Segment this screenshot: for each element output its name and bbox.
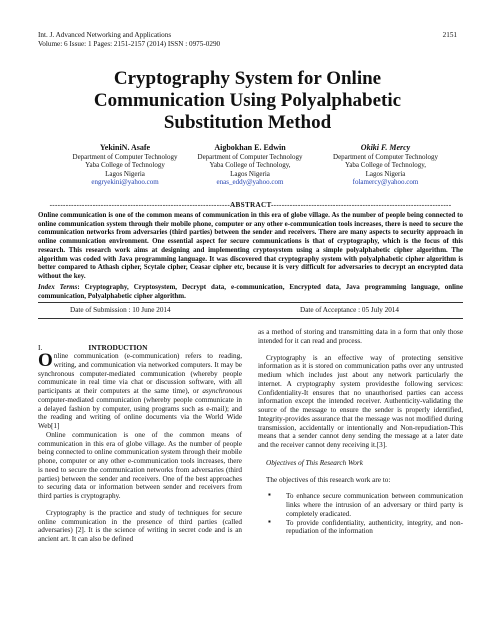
paragraph: Cryptography is an effective way of protecting sensitive information as it is stored on communication paths over any untrusted medium which includes just about any network particularly the internet. A cryptography system providesthe following services: Confidentiality-It ensures that no unauthorised parties can access information except the intended receiver. Authenticity-validating the source of the message to ensure the sender is properly identified, Integrity-provides assurance that the message was not modified during transmission, accidentally or intentionally and Non-repudiation-This means that a sender cannot deny sending the message at a later date and the receiver cannot deny receiving it.[3].	[258, 353, 463, 449]
journal-name: Int. J. Advanced Networking and Applications	[38, 31, 172, 39]
paragraph: Cryptography is the practice and study of techniques for secure online communication in the presence of third parties (called adversaries) [2]. It is the science of writing in secret code and is an ancient art. It can also be defined	[38, 508, 242, 543]
section-title: INTRODUCTION	[88, 343, 148, 352]
author-dept: Department of Computer Technology	[333, 153, 438, 161]
objective-item	[258, 516, 463, 537]
objectives-intro: The objectives of this research work are to:	[266, 475, 391, 484]
subsection-heading: Objectives of This Research Work	[266, 458, 363, 467]
bullet-icon: ▪	[268, 490, 271, 500]
author-name: Okiki F. Mercy	[360, 143, 411, 152]
author-name: YekiniN. Asafe	[99, 143, 151, 152]
author-college: Yaba College of Technology,	[209, 161, 291, 170]
right-column	[258, 328, 463, 536]
author-block	[180, 143, 320, 187]
intro-paragraph	[38, 352, 242, 431]
index-terms	[38, 283, 463, 300]
paragraph: as a method of storing and transmitting data in a form that only those intended for it can read and process.	[258, 328, 463, 345]
author-name: Aigbokhan E. Edwin	[214, 143, 286, 152]
divider-top	[38, 302, 463, 303]
index-terms-text: : Cryptography, Cryptosystem, Decrypt data, e-communication, Encrypted data, Java programming language, online communication, Polyalphabetic cipher algorithm.	[38, 283, 463, 300]
author-city: Lagos Nigeria	[105, 169, 145, 178]
objective-item	[258, 492, 463, 518]
author-dept: Department of Computer Technology	[197, 153, 303, 161]
acceptance-date: Date of Acceptance : 05 July 2014	[300, 306, 399, 314]
intro-text: nline communication (e-communication) refers to reading, writing, and communication via networked computers. It may be synchronous computer-mediated communication (whereby people communicate in real time via chat or discussion software, with all participants at their computers at the same time), or	[38, 352, 242, 395]
author-college: Yaba College of Technology,	[344, 161, 427, 170]
abstract-text: Online communication is one of the common means of communication in this era of globe village. As the number of people being connected to online communication system through their mobile phone, computer or any other e-communication tools increases, there is need to secure the communication networks from adversaries (third parties) between the sender and receivers. There are many aspects to security approach in online communication environment. One essential aspect for secure communications is that of cryptography, which is the focus of this research. This research work aims at designing and implementing cryptosystem using a simple polyalphabetic cipher algorithm. The algorithm was coded with Java programming language. It was discovered that cryptography system with polyalphabetic cipher algorithm is better compared to Athash cipher, Scytale cipher, Ceasar cipher etc, because it is very difficult for adversaries to decrypt an encrypted data without the key.	[38, 211, 463, 280]
author-city: Lagos Nigeria	[230, 169, 270, 178]
author-college: Yaba College of Technology	[85, 161, 165, 170]
intro-text-cont: computer-mediated communication (whereby people communicate in a delayed fashion by computer, using programs such as e-mail); and the reading and writing of online documents via the World Wide Web[1]	[38, 395, 242, 430]
objective-text: To enhance secure communication between communication links where the intrusion of an adversary or third party is completely eradicated.	[286, 492, 463, 518]
paragraph: Online communication is one of the common means of communication in this era of globe village. As the number of people being connected to online communication system through their mobile phone, computer or any other e-communication tools increases, there is need to secure the communication networks from adversaries (third parties) between the sender and receivers. One of the best approaches to securing data or information between sender and receivers from third parties is cryptography.	[38, 430, 242, 500]
objective-text: To provide confidentiality, authenticity, integrity, and non-repudiation of the information	[286, 518, 463, 536]
bullet-icon: ▪	[268, 516, 271, 526]
author-block	[50, 143, 200, 187]
author-block	[318, 143, 453, 187]
volume-info: Volume: 6 Issue: 1 Pages: 2151-2157 (2014) ISSN : 0975-0290	[38, 40, 221, 48]
index-terms-label: Index Terms	[38, 283, 78, 291]
page-number: 2151	[442, 31, 457, 39]
paper-title	[0, 68, 495, 134]
left-column	[38, 352, 242, 544]
section-number: I.	[38, 343, 43, 352]
divider-bottom	[38, 318, 463, 319]
author-email[interactable]: enas_eddy@yahoo.com	[216, 178, 284, 187]
title-line: Communication Using Polyalphabetic	[93, 90, 402, 111]
abstract-heading: -------------------------------------------------------------------ABSTRACT-------------------------------------------------------------------	[49, 201, 452, 209]
submission-date: Date of Submission : 10 June 2014	[70, 306, 171, 314]
author-city: Lagos Nigeria	[365, 169, 406, 178]
author-email[interactable]: folamercy@yahoo.com	[352, 178, 419, 187]
author-dept: Department of Computer Technology	[72, 153, 178, 161]
author-email[interactable]: engryekini@yahoo.com	[91, 178, 159, 187]
drop-cap: O	[38, 350, 53, 371]
title-line: Substitution Method	[163, 112, 332, 133]
intro-italic: asynchronous	[202, 387, 242, 395]
title-line: Cryptography System for Online	[113, 68, 382, 89]
